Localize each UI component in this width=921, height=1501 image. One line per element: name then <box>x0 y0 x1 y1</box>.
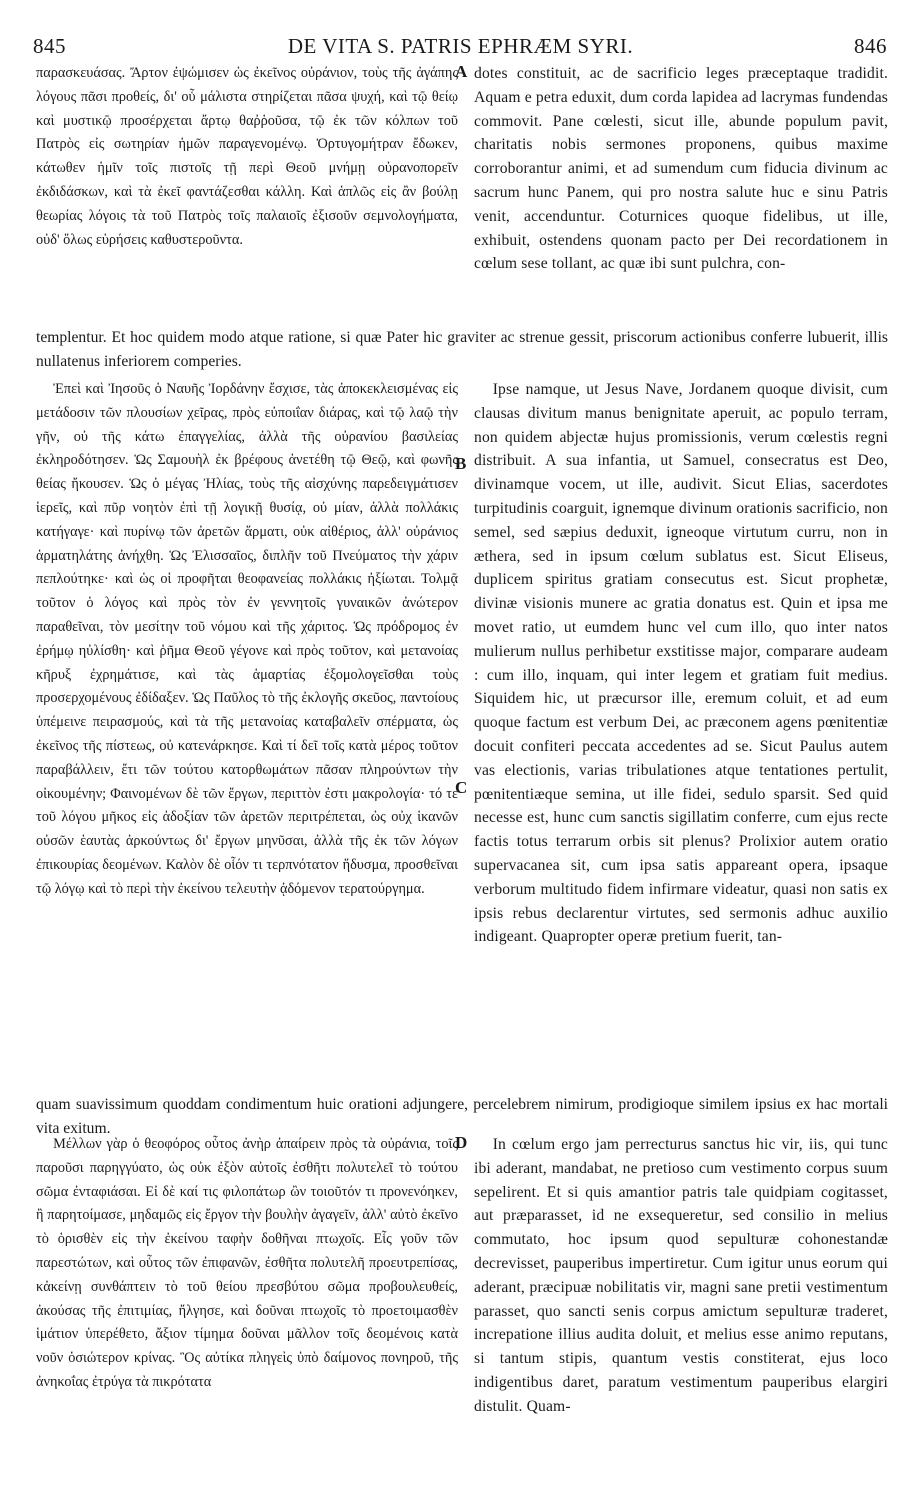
latin-paragraph: templentur. Et hoc quidem modo atque ratione, si quæ Pater hic graviter ac strenue gessit, priscorum actionibus conferre lubuerit, illis nullatenus inferiorem comperies. <box>36 329 888 370</box>
latin-paragraph: quam suavissimum quoddam condimentum huic orationi adjungere, percelebrem nimirum, prodigioque similem ipsius ex hac mortali vita exitum. <box>36 1096 888 1137</box>
full-width-continuation-1 <box>36 326 888 374</box>
section-marker-d: D <box>455 1133 468 1152</box>
section-marker-a: A <box>455 62 468 81</box>
greek-column-section-3 <box>36 1133 458 1491</box>
latin-column-section-1 <box>474 62 888 324</box>
section-marker-c: C <box>455 778 468 797</box>
greek-column-section-2 <box>36 378 458 1090</box>
latin-column-section-3 <box>474 1133 888 1491</box>
page-number-right: 846 <box>854 34 887 58</box>
greek-column-section-1 <box>36 62 458 324</box>
greek-paragraph: Μέλλων γὰρ ὁ θεοφόρος οὗτος ἀνὴρ ἀπαίρειν πρὸς τὰ οὐράνια, τοῖς παροῦσι παρηγγύατο, ὡς οὐκ ἐξὸν αὐτοῖς ἐσθῆτι πολυτελεῖ τὸ τούτου σῶμα ἐνταφιάσαι. Εἰ δὲ καί τις φιλοπάτωρ ὢν τοιοῦτόν τι προνενόηκεν, ἢ παρητοίμασε, μηδαμῶς εἰς ἔργον τὴν βουλὴν ἀγαγεῖν, ἀλλ' αὐτὸ ἐκεῖνο τὸ ὁρισθὲν εἰς τὴν ἐκείνου ταφὴν δοθῆναι πτωχοῖς. Εἷς γοῦν τῶν παρεστώτων, καὶ οὗτος τῶν ἐπιφανῶν, ἐσθῆτα πολυτελῆ προευτρεπίσας, κἀκείνῃ συνθάπτειν τὸ τοῦ θείου πρεσβύτου σῶμα προβουλευθείς, ἀκούσας τῆς ἐπιτιμίας, ἤλγησε, καὶ δοῦναι πτωχοῖς τὸ προετοιμασθὲν ἱμάτιον ὑπερέθετο, ἄξιον τίμημα δοῦναι μᾶλλον τοῖς δεομένοις κατὰ νοῦν ὁσιώτερον κρίνας. Ὃς αὐτίκα πληγεὶς ὑπὸ δαίμονος πονηροῦ, τῆς ἀνηκοΐας ἐτρύγα τὰ πικρότατα <box>36 1136 458 1390</box>
latin-column-section-2 <box>474 378 888 1090</box>
page-number-left: 845 <box>33 34 66 58</box>
greek-paragraph: Ἐπεὶ καὶ Ἰησοῦς ὁ Ναυῆς Ἰορδάνην ἔσχισε, τὰς ἀποκεκλεισμένας εἰς μετάδοσιν τῶν πλουσίων χεῖρας, πρὸς εὐποιΐαν διάρας, καὶ τῷ λαῷ τὴν γῆν, οὐ τῆς κάτω ἐπαγγελίας, ἀλλὰ τῆς οὐρανίου βασιλείας ἐκληροδότησεν. Ὡς Σαμουὴλ ἐκ βρέφους ἀνετέθη τῷ Θεῷ, καὶ φωνῆς θείας ἤκουσεν. Ὡς ὁ μέγας Ἠλίας, τοὺς τῆς αἰσχύνης παρεδειγμάτισεν ἱερεῖς, καὶ πῦρ νοητὸν ἐπὶ τῇ λογικῇ θυσίᾳ, οὐ μίαν, ἀλλὰ πολλάκις κατήγαγε· καὶ πυρίνῳ τῶν ἀρετῶν ἅρματι, οὐκ αἰθέριος, ἀλλ' οὐράνιος ἁρματηλάτης ἀνήχθη. Ὡς Ἐλισσαῖος, διπλῆν τοῦ Πνεύματος τὴν χάριν πεπλούτηκε· καὶ ὡς οἱ προφῆται θεοφανείας πολλάκις ἠξίωται. Τολμᾷ τοῦτον ὁ λόγος καὶ πρὸς τὸν ἐν γεννητοῖς γυναικῶν ἀνώτερον παραθεῖναι, τὸν μεσίτην τοῦ νόμου καὶ τῆς χάριτος. Ὡς πρόδρομος ἐν ἐρήμῳ ηὐλίσθη· καὶ ῥῆμα Θεοῦ γέγονε καὶ πρὸς τοῦτον, καὶ μετανοίας κῆρυξ ἐχρημάτισε, καὶ τὰς ἁμαρτίας ἐξομολογεῖσθαι τοὺς προσερχομένους ἐδίδαξεν. Ὡς Παῦλος τὸ τῆς ἐκλογῆς σκεῦος, παντοίους ὑπέμεινε πειρασμούς, καὶ τὰ τῆς μετανοίας καταβαλεῖν σπέρματα, ὡς ἐκεῖνος τῆς πίστεως, οὐ κατενάρκησε. Καὶ τί δεῖ τοῖς κατὰ μέρος τοῦτον παραβάλλειν, ἔτι τῶν τούτου κατορθωμάτων πᾶσαν πληρούντων τὴν οἰκουμένην; Φαινομένων δὲ τῶν ἔργων, περιττὸν ἐστι μακρολογία· τό τε τοῦ λόγου μῆκος εἰς ἀδοξίαν τῶν ἀρετῶν περιτρέπεται, ὡς οὐχ ἱκανῶν οὐσῶν ἑαυτὰς ἀρκούντως δι' ἔργων μηνῦσαι, ἀλλὰ τῆς ἐκ τῶν λόγων ἐπικουρίας δεομένων. Καλὸν δὲ οἷόν τι τερπνότατον ἥδυσμα, προσθεῖναι τῷ λόγῳ καὶ τὸ περὶ τὴν ἐκείνου τελευτὴν ᾀδόμενον τερατούργημα. <box>36 381 458 897</box>
running-title: DE VITA S. PATRIS EPHRÆM SYRI. <box>287 34 634 58</box>
section-marker-b: B <box>455 454 467 473</box>
latin-paragraph: Ipse namque, ut Jesus Nave, Jordanem quoque divisit, cum clausas divitum manus benignitate aperuit, ac populo terram, non quidem abjectæ hujus promissionis, verum cœlestis regni distribuit. A sua infantia, ut Samuel, consecratus est Deo, divinamque vocem, ut ille, audivit. Sicut Elias, sacerdotes turpitudinis coarguit, ignemque divinum orationis sacrificio, non semel, sed sæpius deduxit, igneoque virtutum curru, non in æthera, sed in ipsum cœlum sublatus est. Sicut Eliseus, duplicem spiritus gratiam consecutus est. Sicut prophetæ, divinæ visionis munere ac gratia donatus est. Quin et ipsa me movet ratio, ut eumdem hunc vel cum illo, quo inter natos mulierum nullus perhibetur exstitisse major, comparare audeam : cum illo, inquam, qui inter legem et gratiam fuit medius. Siquidem hic, ut præcursor ille, eremum coluit, et ad eum quoque factum est verbum Dei, ac præconem agens pœnitentiæ docuit confiteri peccata accedentes ad se. Sicut Paulus autem vas electionis, varias tribulationes atque tentationes pertulit, pœnitentiæque semina, ut ille fidei, sedulo sparsit. Sed quid necesse est, hunc cum sanctis sigillatim conferre, cum ejus recte factis totus terrarum orbis sit plenus? Prolixior autem oratio supervacanea sit, cum ipsa satis appareant opera, ipsaque verborum multitudo fidem infirmare videatur, quasi non satis ex ipsis rebus declarentur virtutes, sed sermonis adhuc auxilio indigeant. Quapropter operæ pretium fuerit, tan- <box>474 381 888 946</box>
greek-paragraph: παρασκευάσας. Ἄρτον ἐψώμισεν ὡς ἐκεῖνος οὐράνιον, τοὺς τῆς ἀγάπης λόγους πᾶσι προθείς, δι' οὗ μάλιστα στηρίζεται πᾶσα ψυχή, καὶ τῷ θείῳ καὶ μυστικῷ προσέρχεται ἄρτῳ θαῤῥοῦσα, τῷ ἐκ τῶν κόλπων τοῦ Πατρὸς εἰς σωτηρίαν ἡμῶν παραγενομένῳ. Ὀρτυγομήτραν ἔδωκεν, κάτωθεν ἡμῖν τοῖς πιστοῖς τῇ περὶ Θεοῦ μνήμῃ οὐρανοπορεῖν ἐκδιδάσκων, καὶ τὰ ἐκεῖ φαντάζεσθαι κάλλη. Καὶ ἁπλῶς εἰς ἂν βούλῃ θεωρίας λόγοις τὰ τοῦ Πατρὸς τοῖς παλαιοῖς ἐξισοῦν σεμνολογήματα, οὐδ' ὅλως εὑρήσεις καθυστεροῦντα. <box>36 65 458 248</box>
latin-paragraph: dotes constituit, ac de sacrificio leges præceptaque tradidit. Aquam e petra eduxit, dum corda lapidea ad lacrymas fundendas commovit. Pane cœlesti, sicut ille, abunde populum pavit, charitatis nobis sermones proponens, quibus maxime corroborantur animi, et ad sumendum cum fiducia divinum ac sacrum hunc Panem, qui pro nostra salute huc e sinu Patris venit, accenduntur. Coturnices quoque fidelibus, ut ille, exhibuit, ostendens quonam pacto per Dei recordationem in cœlum sese tollant, ac quæ ibi sunt pulchra, con- <box>474 65 888 273</box>
latin-paragraph: In cœlum ergo jam perrecturus sanctus hic vir, iis, qui tunc ibi aderant, mandabat, ne pretioso cum vestimento corpus suum sepelirent. Et si quis amantior patris tale quidpiam cogitasset, aut præparasset, id ne exsequeretur, sed consilio in melius commutato, hoc ipsum quod sepulturæ cohonestandæ decrevisset, pauperibus impertiretur. Cum igitur unus eorum qui aderant, præcipuæ nobilitatis vir, magni sane pretii vestimentum parasset, quo sancti senis corpus amictum sepulturæ traderet, increpatione illius audita doluit, et melius esse animo reputans, si tantum stipis, quantum vestis constiterat, ejus loco indigentibus daret, paratum vestimentum pauperibus elargiri distulit. Quam- <box>474 1136 888 1415</box>
